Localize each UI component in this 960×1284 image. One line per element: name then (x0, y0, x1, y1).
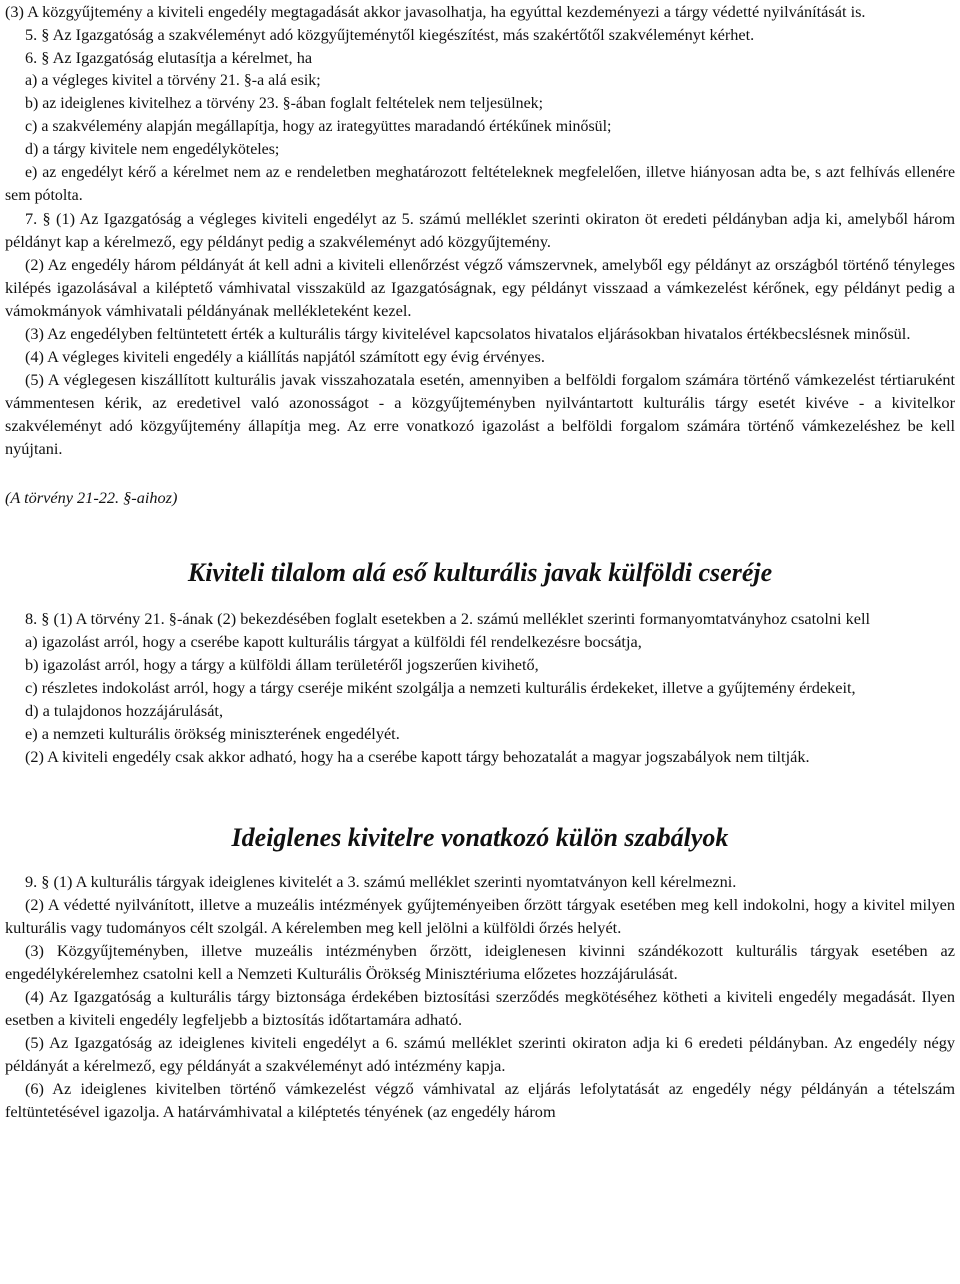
list-item-6d: d) a tárgy kivitele nem engedélyköteles; (25, 141, 280, 158)
list-item-8a: a) igazolást arról, hogy a cserébe kapott kulturális tárgyat a külföldi fél rendelkezésre bocsátja, (25, 632, 642, 651)
list-item-8e: e) a nemzeti kulturális örökség miniszterének engedélyét. (25, 724, 400, 743)
list-item-8d: d) a tulajdonos hozzájárulását, (25, 701, 224, 720)
paragraph-8-2: (2) A kiviteli engedély csak akkor adható, hogy ha a cserébe kapott tárgy behozatalát a magyar jogszabályok nem tiltják. (25, 747, 810, 766)
paragraph-7-3: (3) Az engedélyben feltüntetett érték a kulturális tárgy kivitelével kapcsolatos hivatalos eljárásokban hivatalos értékbecslésnek minősül. (25, 324, 911, 343)
paragraph-9-2: (2) A védetté nyilvánított, illetve a muzeális intézmények gyűjteményeiben őrzött tárgyak esetében meg kell indokolni, hogy a kivitel milyen kulturális vagy tudományos célt szolgál. A kérelemben meg kell jelölni a külföldi őrzés helyét. (5, 895, 955, 937)
source-note: (A törvény 21-22. §-aihoz) (5, 488, 178, 507)
paragraph-9-1: 9. § (1) A kulturális tárgyak ideiglenes kivitelét a 3. számú melléklet szerinti nyomtatványon kell kérelmezni. (25, 872, 737, 891)
paragraph-9-4: (4) Az Igazgatóság a kulturális tárgy biztonsága érdekében biztosítási szerződés megkötéséhez kötheti a kiviteli engedély megadását. Ilyen esetben a kiviteli engedély legfeljebb a biztosítás időtartamára adható. (5, 987, 955, 1029)
list-item-8c: c) részletes indokolást arról, hogy a tárgy cseréje miként szolgálja a nemzeti kulturális érdekeket, illetve a gyűjtemény érdekeit, (25, 678, 856, 697)
list-item-8b: b) igazolást arról, hogy a tárgy a külföldi állam területéről jogszerűen kivihető, (25, 655, 539, 674)
paragraph-7-2: (2) Az engedély három példányát át kell adni a kiviteli ellenőrzést végző vámszervnek, amelyből egy példányt az országból történő tényleges kilépés igazolásával a kiléptető vámhivatal visszaküld az Igazgatóságnak, egy példányt visszaad a vámkezelést kérőnek, egy példányt pedig a vámokmányok vámhivatali példányának mellékleteként kezel. (5, 255, 955, 320)
paragraph-5: 5. § Az Igazgatóság a szakvéleményt adó közgyűjteménytől kiegészítést, más szakértőtől szakvéleményt kérhet. (25, 25, 755, 44)
list-item-6a: a) a végleges kivitel a törvény 21. §-a alá esik; (25, 72, 321, 89)
list-item-6e: e) az engedélyt kérő a kérelmet nem az e rendeletben meghatározott feltételeknek megfelelően, illetve hiányosan adta be, s azt felhívás ellenére sem pótolta. (5, 164, 955, 204)
section-heading-exchange: Kiviteli tilalom alá eső kulturális javak külföldi cseréje (187, 558, 773, 587)
paragraph-9-5: (5) Az Igazgatóság az ideiglenes kiviteli engedélyt a 6. számú melléklet szerinti okiraton adja ki 6 eredeti példányban. Az engedély négy példányát a kérelmező, egy példányát a szakvéleményt adó intézmény kapja. (5, 1033, 955, 1075)
paragraph-9-6: (6) Az ideiglenes kivitelben történő vámkezelést végző vámhivatal az eljárás lefolytatását az engedély négy példányán a tételszám feltüntetésével igazolja. A határvámhivatal a kiléptetés tényének (az engedély három (5, 1079, 955, 1121)
paragraph-7-5: (5) A véglegesen kiszállított kulturális javak visszahozatala esetén, amennyiben a belföldi forgalom számára történő vámkezelést tértiaruként vámmentesen kérik, az eredetivel való azonosságot - a közgyűjteményben nyilvántartott kulturális tárgy esetét kivéve - a kivitelkor szakvéleményt adó közgyűjtemény állapítja meg. Az erre vonatkozó igazolást a belföldi forgalom számára történő vámkezeléshez be kell nyújtani. (5, 370, 955, 458)
paragraph-6: 6. § Az Igazgatóság elutasítja a kérelmet, ha (25, 48, 313, 67)
list-item-6b: b) az ideiglenes kivitelhez a törvény 23. §-ában foglalt feltételek nem teljesülnek; (25, 95, 544, 112)
paragraph-4-3: (3) A közgyűjtemény a kiviteli engedély megtagadását akkor javasolhatja, ha egyúttal kezdeményezi a tárgy védetté nyilvánítását is. (5, 2, 866, 21)
section-heading-temporary-export: Ideiglenes kivitelre vonatkozó külön szabályok (231, 823, 729, 852)
paragraph-7-4: (4) A végleges kiviteli engedély a kiállítás napjától számított egy évig érvényes. (25, 347, 545, 366)
paragraph-7-1: 7. § (1) Az Igazgatóság a végleges kiviteli engedélyt az 5. számú melléklet szerinti okiraton öt eredeti példányban adja ki, amelyből három példányt kap a kérelmező, egy példányt pedig a szakvéleményt adó közgyűjtemény. (5, 209, 955, 251)
paragraph-9-3: (3) Közgyűjteményben, illetve muzeális intézményben őrzött, ideiglenesen kivinni szándékozott kulturális tárgyak esetében az engedélykérelemhez csatolni kell a Nemzeti Kulturális Örökség Minisztériuma előzetes hozzájárulását. (5, 941, 955, 983)
list-item-6c: c) a szakvélemény alapján megállapítja, hogy az irategyüttes maradandó értékűnek minősül; (25, 118, 612, 135)
paragraph-8-1: 8. § (1) A törvény 21. §-ának (2) bekezdésében foglalt esetekben a 2. számú melléklet szerinti formanyomtatványhoz csatolni kell (25, 609, 870, 628)
